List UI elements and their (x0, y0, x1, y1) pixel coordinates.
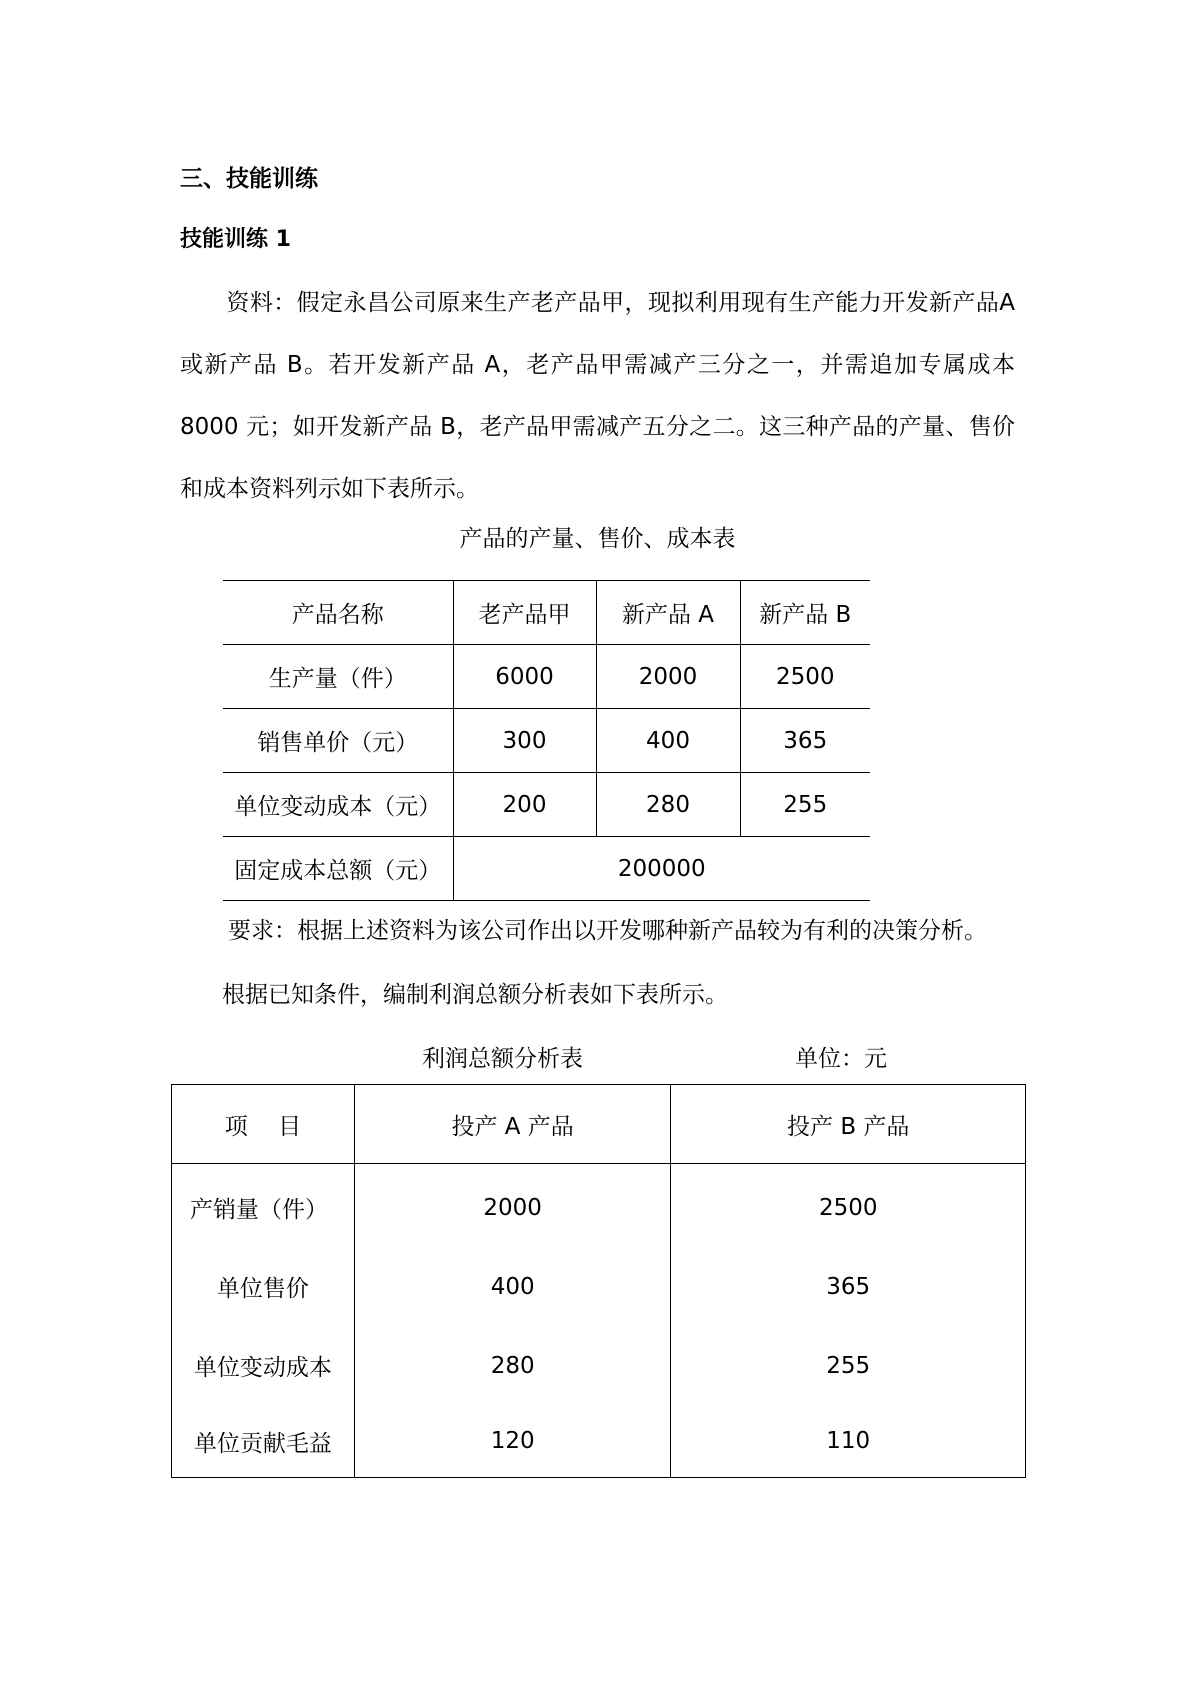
table-cell: 365 (740, 709, 870, 773)
table2-intro-text: 根据已知条件，编制利润总额分析表如下表所示。 (222, 982, 728, 1008)
table-cell: 280 (354, 1326, 671, 1405)
product-cost-table (223, 580, 870, 901)
header-cell: 投产 B 产品 (671, 1085, 1026, 1164)
table-header-row (223, 581, 870, 645)
table-cell: 2000 (354, 1164, 671, 1248)
table-cell: 255 (671, 1326, 1026, 1405)
material-paragraph-text: 资料：假定永昌公司原来生产老产品甲，现拟利用现有生产能力开发新产品A 或新产品 B。若开发新产品 A，老产品甲需减产三分之一，并需追加专属成本8000 元；如开发新产品 B，老产品甲需减产五分之二。这三种产品的产量、售价和成本资料列示如下表所示。 (180, 290, 1015, 502)
table-cell: 300 (453, 709, 596, 773)
row-label: 产销量（件） (190, 1197, 328, 1223)
header-cell: 产品名称 (223, 581, 453, 645)
table-cell: 2500 (740, 645, 870, 709)
table-cell: 200 (453, 773, 596, 837)
header-cell: 新产品 A (596, 581, 740, 645)
table2-caption: 利润总额分析表 (422, 1046, 583, 1072)
table-cell: 2000 (596, 645, 740, 709)
table-cell: 255 (740, 773, 870, 837)
row-label: 单位变动成本 (193, 1355, 332, 1381)
table-row (172, 1326, 1026, 1405)
table-header-row (172, 1085, 1026, 1164)
row-label: 单位售价 (216, 1276, 309, 1302)
table-cell: 400 (354, 1247, 671, 1326)
table-row (223, 709, 870, 773)
table-cell: 2500 (671, 1164, 1026, 1248)
table-cell: 280 (596, 773, 740, 837)
table2-unit: 单位：元 (795, 1046, 887, 1072)
table-cell: 110 (671, 1405, 1026, 1478)
requirement-text: 要求：根据上述资料为该公司作出以开发哪种新产品较为有利的决策分析。 (228, 918, 987, 944)
table-row (223, 773, 870, 837)
section-title: 三、技能训练 (180, 166, 318, 192)
material-paragraph (180, 272, 1015, 520)
table-cell: 365 (671, 1247, 1026, 1326)
fixed-cost-value: 200000 (453, 837, 870, 901)
header-cell: 投产 A 产品 (354, 1085, 671, 1164)
subsection-title: 技能训练 1 (180, 227, 291, 252)
row-label: 固定成本总额（元） (223, 837, 453, 901)
table-cell: 400 (596, 709, 740, 773)
table-row (172, 1247, 1026, 1326)
row-label: 单位贡献毛益 (193, 1430, 332, 1457)
table-row (172, 1164, 1026, 1248)
row-label: 销售单价（元） (223, 709, 453, 773)
row-label: 生产量（件） (223, 645, 453, 709)
profit-analysis-table (171, 1084, 1026, 1478)
table-row (223, 837, 870, 901)
header-cell: 项 目 (172, 1085, 355, 1164)
header-cell: 老产品甲 (453, 581, 596, 645)
table-row (172, 1405, 1026, 1478)
table1-caption: 产品的产量、售价、成本表 (459, 526, 736, 552)
table-cell: 6000 (453, 645, 596, 709)
header-cell: 新产品 B (740, 581, 870, 645)
table-cell: 120 (354, 1405, 671, 1478)
row-label: 单位变动成本（元） (223, 773, 453, 837)
table-row (223, 645, 870, 709)
